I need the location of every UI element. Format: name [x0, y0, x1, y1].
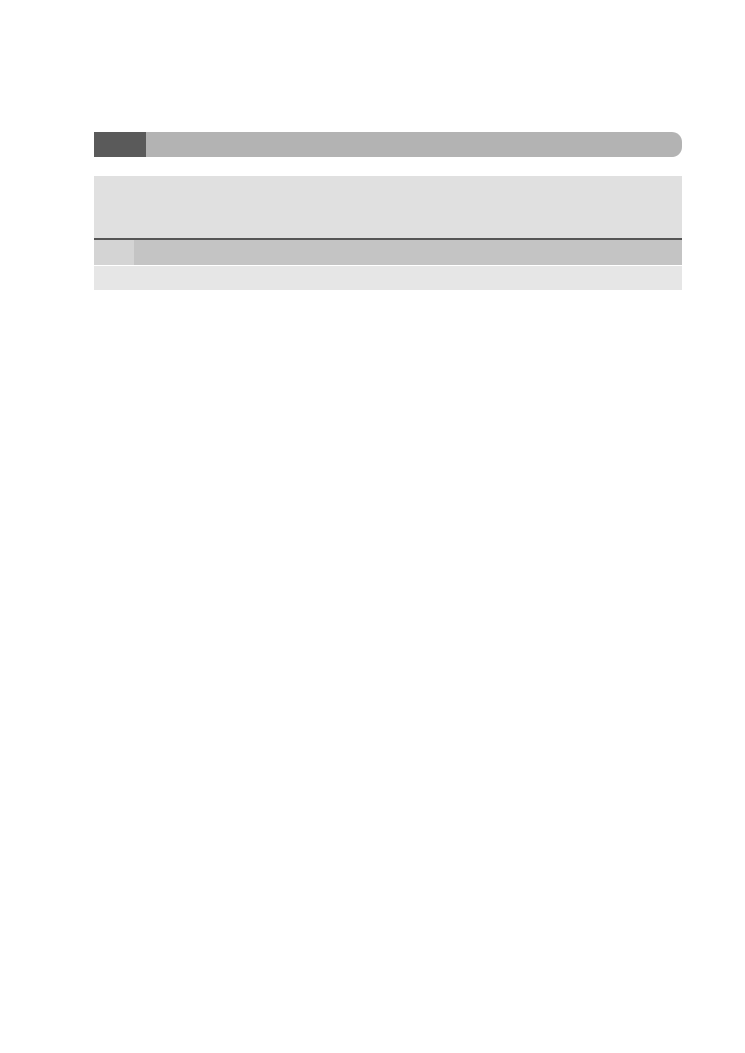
competences-table: [94, 176, 682, 291]
table-header: [94, 176, 682, 240]
table-label: [94, 132, 146, 157]
table-row: [94, 266, 682, 292]
table-banner: [94, 132, 682, 157]
table-body: [94, 240, 682, 291]
table-row: [94, 240, 682, 266]
